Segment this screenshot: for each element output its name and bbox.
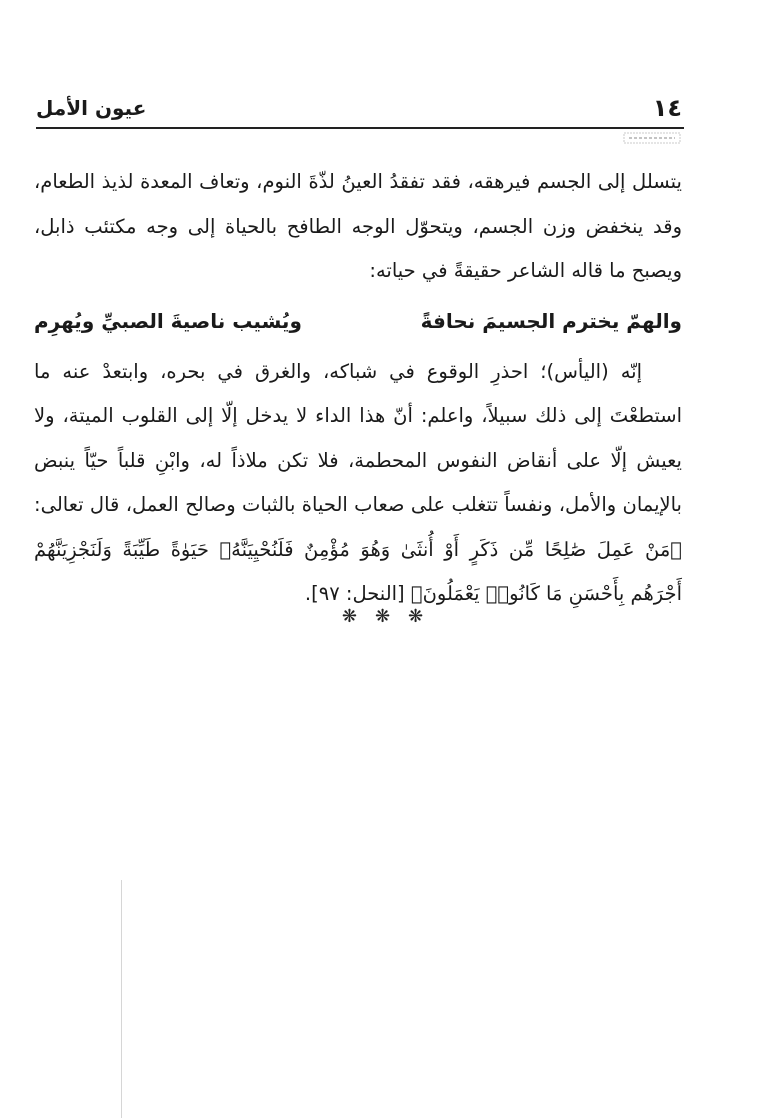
main-text [34,160,682,617]
quran-citation: [النحل: ٩٧]. [304,582,411,605]
verse-second-hemistich: ويُشيب ناصيةَ الصبيِّ ويُهرِم [34,308,302,333]
verse-first-hemistich: والهمّ يخترم الجسيمَ نحافةً [420,308,682,333]
scan-margin-line [121,880,122,1118]
header-divider [36,127,684,129]
paragraph-1: يتسلل إلى الجسم فيرهقه، فقد تفقدُ العينُ لذّةَ النوم، وتعاف المعدة لذيذ الطعام، وقد ينخفض وزن الجسم، ويتحوّل الوجه الطافح بالحياة إلى وجه مكتئب ذابل، ويصبح ما قاله الشاعر حقيقةً في حياته: [34,170,682,282]
poetry-verse [34,296,682,346]
running-title: عيون الأمل [36,96,147,120]
page-number: ١٤ [652,94,682,122]
quran-verse: ﴿مَنْ عَمِلَ صَٰلِحًا مِّن ذَكَرٍ أَوْ أُنثَىٰ وَهُوَ مُؤْمِنٌ فَلَنُحْيِيَنَّهُۥ حَيَوٰةً طَيِّبَةً وَلَنَجْزِيَنَّهُمْ أَجْرَهُم بِأَحْسَنِ مَا كَانُوا۟ يَعْمَلُونَ﴾ [34,537,682,605]
section-ornament: ❋❋❋ [341,606,442,627]
paragraph-2 [34,350,682,617]
library-stamp-icon [623,131,681,145]
paragraph-2-intro: إنّه (اليأس)؛ احذرِ الوقوع في شباكه، والغرق في بحره، وابتعدْ عنه ما استطعْتَ إلى ذلك سبيلاً، واعلم: أنّ هذا الداء لا يدخل إلّا إلى القلوب الميتة، ولا يعيش إلّا على أنقاض النفوس المحطمة، فلا تكن ملاذاً له، وابْنِ قلباً حيّاً ينبض بالإيمان والأمل، ونفساً تتغلب على صعاب الحياة بالثبات وصالح العمل، قال تعالى: [34,359,682,516]
page-header [36,92,682,124]
